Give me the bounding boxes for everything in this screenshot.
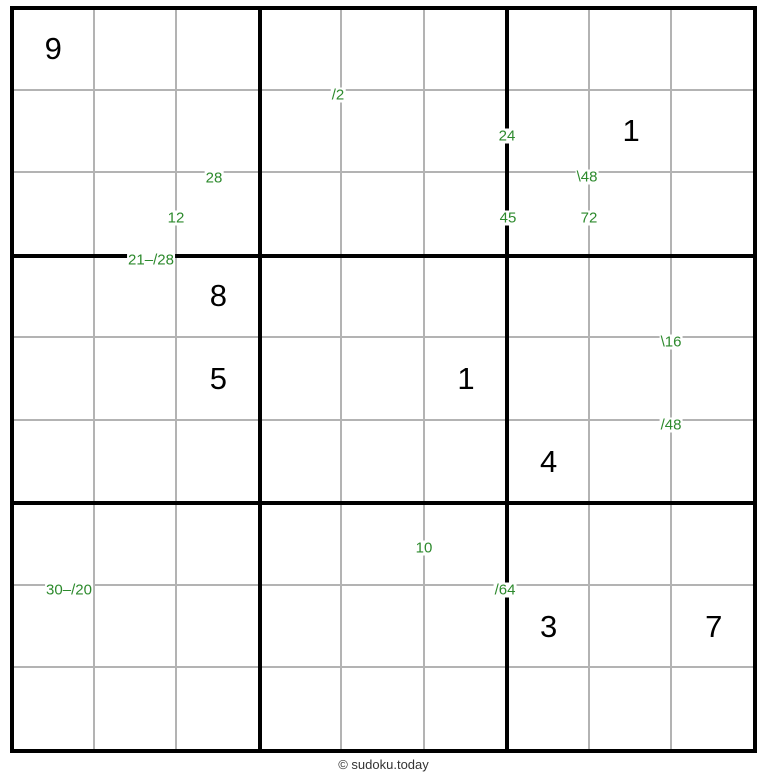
cell-r4c4[interactable] (260, 256, 343, 339)
given-value-r8c9: 7 (705, 608, 723, 644)
cell-r4c1[interactable] (12, 256, 95, 339)
cell-r8c4[interactable] (260, 586, 343, 669)
killer-clue-2: 28 (205, 169, 223, 187)
sudoku-grid[interactable] (12, 8, 755, 751)
cell-r6c2[interactable] (95, 421, 178, 504)
cell-r7c3[interactable] (177, 503, 260, 586)
given-value-r8c7: 3 (539, 608, 558, 644)
cell-r3c2[interactable] (95, 173, 178, 256)
cell-r9c8[interactable] (590, 668, 673, 751)
box-line-horizontal-2 (10, 501, 757, 505)
cell-r3c5[interactable] (342, 173, 425, 256)
cell-r2c3[interactable] (177, 91, 260, 174)
cell-r3c1[interactable] (12, 173, 95, 256)
cell-r1c5[interactable] (342, 8, 425, 91)
cell-r6c3[interactable] (177, 421, 260, 504)
cell-r3c4[interactable] (260, 173, 343, 256)
cell-r9c2[interactable] (95, 668, 178, 751)
killer-clue-3: \48 (576, 168, 598, 186)
cell-r1c7[interactable] (507, 8, 590, 91)
box-line-horizontal-0 (10, 6, 757, 10)
cell-r9c5[interactable] (342, 668, 425, 751)
killer-clue-4: 12 (167, 209, 185, 227)
killer-clue-12: /64 (494, 581, 516, 599)
cell-r9c1[interactable] (12, 668, 95, 751)
cell-r6c6[interactable] (425, 421, 508, 504)
box-line-vertical-0 (10, 6, 14, 753)
cell-r3c6[interactable] (425, 173, 508, 256)
cell-r8c5[interactable] (342, 586, 425, 669)
cell-r4c9[interactable] (672, 256, 755, 339)
cell-r7c7[interactable] (507, 503, 590, 586)
cell-r8c3[interactable] (177, 586, 260, 669)
cell-r8c2[interactable] (95, 586, 178, 669)
cell-r9c9[interactable] (672, 668, 755, 751)
cell-r4c5[interactable] (342, 256, 425, 339)
cell-r5c1[interactable] (12, 338, 95, 421)
cell-r6c1[interactable] (12, 421, 95, 504)
cell-r1c9[interactable] (672, 8, 755, 91)
cell-r2c1[interactable] (12, 91, 95, 174)
cell-r2c2[interactable] (95, 91, 178, 174)
cell-r7c6[interactable] (425, 503, 508, 586)
cell-r4c8[interactable] (590, 256, 673, 339)
cell-r8c8[interactable] (590, 586, 673, 669)
killer-clue-1: 24 (498, 127, 516, 145)
killer-clue-11: 30–/20 (46, 581, 92, 599)
cell-r9c6[interactable] (425, 668, 508, 751)
cell-r7c5[interactable] (342, 503, 425, 586)
given-value-r5c3: 5 (209, 360, 227, 396)
cell-r2c9[interactable] (672, 91, 755, 174)
given-value-r4c3: 8 (209, 278, 227, 314)
cell-r5c9[interactable] (672, 338, 755, 421)
cell-r6c4[interactable] (260, 421, 343, 504)
cell-r2c5[interactable] (342, 91, 425, 174)
given-value-r6c7: 4 (539, 443, 558, 479)
cell-r7c4[interactable] (260, 503, 343, 586)
cell-r5c5[interactable] (342, 338, 425, 421)
killer-clue-7: 21–/28 (128, 251, 174, 269)
cell-r4c6[interactable] (425, 256, 508, 339)
cell-r1c3[interactable] (177, 8, 260, 91)
given-value-r5c6: 1 (457, 360, 475, 396)
cell-r1c8[interactable] (590, 8, 673, 91)
cell-r3c9[interactable] (672, 173, 755, 256)
cell-r3c8[interactable] (590, 173, 673, 256)
killer-clue-0: /2 (331, 86, 345, 104)
cell-r2c4[interactable] (260, 91, 343, 174)
killer-clue-9: /48 (660, 416, 682, 434)
cell-r5c4[interactable] (260, 338, 343, 421)
box-line-horizontal-3 (10, 749, 757, 753)
cell-r5c8[interactable] (590, 338, 673, 421)
killer-clue-8: \16 (660, 333, 682, 351)
cell-r6c9[interactable] (672, 421, 755, 504)
cell-r1c6[interactable] (425, 8, 508, 91)
cell-r7c8[interactable] (590, 503, 673, 586)
killer-clue-5: 45 (499, 209, 517, 227)
cell-r9c4[interactable] (260, 668, 343, 751)
cell-r1c4[interactable] (260, 8, 343, 91)
cell-r1c2[interactable] (95, 8, 178, 91)
killer-clue-10: 10 (415, 539, 433, 557)
cell-r4c7[interactable] (507, 256, 590, 339)
cell-r2c6[interactable] (425, 91, 508, 174)
killer-clue-6: 72 (580, 209, 598, 227)
given-value-r1c1: 9 (44, 30, 62, 66)
cell-r2c7[interactable] (507, 91, 590, 174)
cell-r5c7[interactable] (507, 338, 590, 421)
cell-r6c5[interactable] (342, 421, 425, 504)
cell-r7c9[interactable] (672, 503, 755, 586)
cell-r9c3[interactable] (177, 668, 260, 751)
cell-r7c1[interactable] (12, 503, 95, 586)
cell-r7c2[interactable] (95, 503, 178, 586)
cell-r5c2[interactable] (95, 338, 178, 421)
footer-credit: © sudoku.today (338, 757, 429, 772)
cell-r9c7[interactable] (507, 668, 590, 751)
given-value-r2c8: 1 (622, 113, 640, 149)
box-line-horizontal-1 (10, 254, 757, 258)
